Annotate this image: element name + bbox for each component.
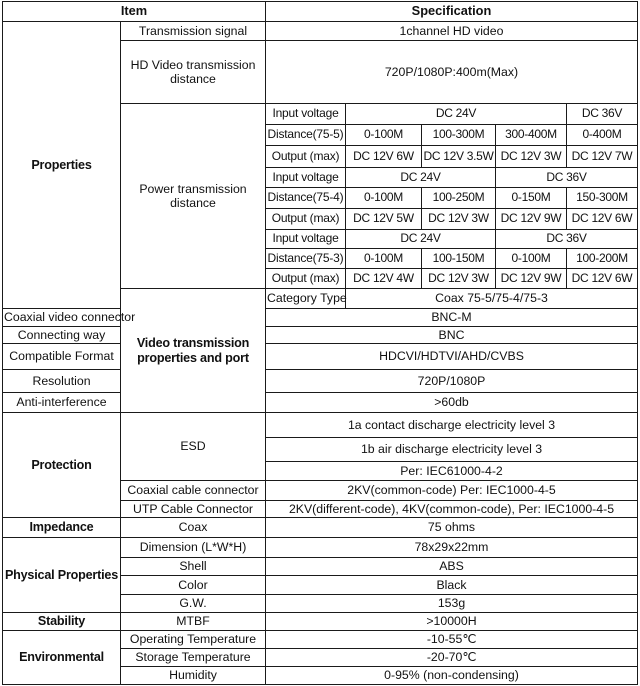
- distance-label: Distance(75-4): [266, 188, 346, 209]
- input-voltage-value: DC 24V: [346, 230, 496, 249]
- distance-value: 0-100M: [496, 249, 567, 269]
- output-value: DC 12V 3W: [496, 146, 567, 168]
- distance-label: Distance(75-5): [266, 125, 346, 146]
- table-row: [3, 518, 638, 538]
- row-label: UTP Cable Connector: [121, 501, 266, 518]
- distance-value: 100-150M: [422, 249, 496, 269]
- row-value: 153g: [266, 595, 638, 613]
- row-label: Transmission signal: [121, 22, 266, 41]
- row-value: 1b air discharge electricity level 3: [266, 438, 638, 462]
- specification-table: [2, 1, 638, 685]
- row-value: >60db: [266, 393, 638, 413]
- category-protection: Protection: [3, 413, 121, 518]
- row-label: Color: [121, 576, 266, 595]
- row-label: MTBF: [121, 613, 266, 631]
- row-value: 2KV(common-code) Per: IEC1000-4-5: [266, 481, 638, 501]
- row-label: Compatible Format: [3, 344, 121, 370]
- output-value: DC 12V 9W: [496, 209, 567, 230]
- row-value: 720P/1080P: [266, 370, 638, 393]
- table-row: [3, 538, 638, 558]
- output-value: DC 12V 5W: [346, 209, 422, 230]
- row-value: Black: [266, 576, 638, 595]
- distance-label: Distance(75-3): [266, 249, 346, 269]
- input-voltage-label: Input voltage: [266, 104, 346, 125]
- output-label: Output (max): [266, 269, 346, 289]
- row-value: -20-70℃: [266, 649, 638, 667]
- output-label: Output (max): [266, 146, 346, 168]
- table-row: [3, 631, 638, 649]
- input-voltage-value: DC 24V: [346, 168, 496, 188]
- category-properties: Properties: [3, 22, 121, 309]
- table-row: [3, 327, 638, 344]
- output-value: DC 12V 6W: [567, 269, 638, 289]
- row-label: G.W.: [121, 595, 266, 613]
- row-value: BNC-M: [266, 309, 638, 327]
- category-video-transmission: Video transmission properties and port: [121, 289, 266, 413]
- row-label: HD Video transmission distance: [121, 41, 266, 104]
- row-label: Dimension (L*W*H): [121, 538, 266, 558]
- header-specification: Specification: [266, 2, 638, 22]
- row-value: ABS: [266, 558, 638, 576]
- table-row: [3, 370, 638, 393]
- distance-value: 300-400M: [496, 125, 567, 146]
- row-label: ESD: [121, 413, 266, 481]
- row-value: 0-95% (non-condensing): [266, 667, 638, 685]
- output-value: DC 12V 3W: [422, 269, 496, 289]
- distance-value: 100-200M: [567, 249, 638, 269]
- input-voltage-value: DC 36V: [496, 168, 638, 188]
- row-label: Connecting way: [3, 327, 121, 344]
- distance-value: 0-150M: [496, 188, 567, 209]
- row-label: Operating Temperature: [121, 631, 266, 649]
- row-label: Coaxial video connector: [3, 309, 121, 327]
- row-value: -10-55℃: [266, 631, 638, 649]
- row-label: Coax: [121, 518, 266, 538]
- row-value: Per: IEC61000-4-2: [266, 462, 638, 481]
- row-value: 2KV(different-code), 4KV(common-code), Per: IEC1000-4-5: [266, 501, 638, 518]
- table-row: [3, 613, 638, 631]
- distance-value: 100-300M: [422, 125, 496, 146]
- output-label: Output (max): [266, 209, 346, 230]
- table-row: [3, 413, 638, 438]
- row-label: Anti-interference: [3, 393, 121, 413]
- input-voltage-label: Input voltage: [266, 168, 346, 188]
- input-voltage-value: DC 36V: [567, 104, 638, 125]
- input-voltage-value: DC 24V: [346, 104, 567, 125]
- row-value: >10000H: [266, 613, 638, 631]
- category-physical-properties: Physical Properties: [3, 538, 121, 613]
- output-value: DC 12V 3W: [422, 209, 496, 230]
- row-value: BNC: [266, 327, 638, 344]
- distance-value: 0-400M: [567, 125, 638, 146]
- input-voltage-label: Input voltage: [266, 230, 346, 249]
- power-transmission-label: Power transmission distance: [121, 104, 266, 289]
- row-value: 75 ohms: [266, 518, 638, 538]
- distance-value: 0-100M: [346, 188, 422, 209]
- row-label: Resolution: [3, 370, 121, 393]
- output-value: DC 12V 6W: [346, 146, 422, 168]
- row-value: 720P/1080P:400m(Max): [266, 41, 638, 104]
- header-row: [3, 2, 638, 22]
- table-row: [3, 344, 638, 370]
- distance-value: 150-300M: [567, 188, 638, 209]
- table-row: [3, 22, 638, 41]
- output-value: DC 12V 9W: [496, 269, 567, 289]
- distance-value: 0-100M: [346, 125, 422, 146]
- row-label: Humidity: [121, 667, 266, 685]
- category-impedance: Impedance: [3, 518, 121, 538]
- output-value: DC 12V 3.5W: [422, 146, 496, 168]
- table-row: [3, 309, 638, 327]
- distance-value: 100-250M: [422, 188, 496, 209]
- category-environmental: Environmental: [3, 631, 121, 685]
- category-stability: Stability: [3, 613, 121, 631]
- row-label: Storage Temperature: [121, 649, 266, 667]
- distance-value: 0-100M: [346, 249, 422, 269]
- header-item: Item: [3, 2, 266, 22]
- table-row: [3, 393, 638, 413]
- output-value: DC 12V 4W: [346, 269, 422, 289]
- row-value: 78x29x22mm: [266, 538, 638, 558]
- row-value: HDCVI/HDTVI/AHD/CVBS: [266, 344, 638, 370]
- row-label: Shell: [121, 558, 266, 576]
- row-label: Coaxial cable connector: [121, 481, 266, 501]
- input-voltage-value: DC 36V: [496, 230, 638, 249]
- output-value: DC 12V 6W: [567, 209, 638, 230]
- row-value: Coax 75-5/75-4/75-3: [346, 289, 638, 309]
- row-value: 1a contact discharge electricity level 3: [266, 413, 638, 438]
- row-value: 1channel HD video: [266, 22, 638, 41]
- output-value: DC 12V 7W: [567, 146, 638, 168]
- row-label: Category Type: [266, 289, 346, 309]
